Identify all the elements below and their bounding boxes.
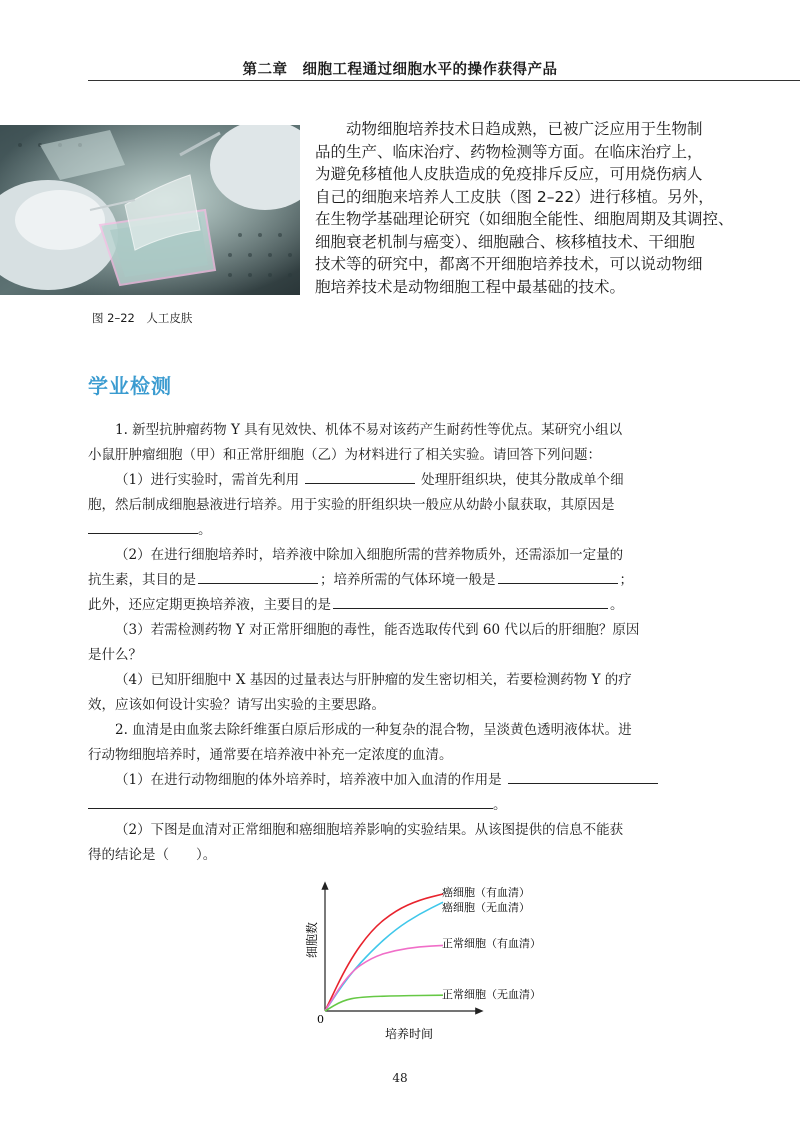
answer-blank[interactable] [88,794,493,809]
intro-line: 品的生产、临床治疗、药物检测等方面。在临床治疗上， [315,142,703,161]
q1-stem [88,418,714,468]
q1-p2-text: （2）在进行细胞培养时，培养液中除加入细胞所需的营养物质外，还需添加一定量的 [115,547,624,563]
intro-line: 在生物学基础理论研究（如细胞全能性、细胞周期及其调控、 [315,210,734,228]
q2-part2 [88,818,714,868]
q1-p2-text: ；培养所需的气体环境一般是 [320,572,496,588]
q1-p4-text: （4）已知肝细胞中 X 基因的过量表达与肝肿瘤的发生密切相关，若要检测药物 Y 的疗 [115,672,632,688]
q1-part3 [88,618,714,668]
intro-paragraph [315,118,755,298]
punctuation: 。 [493,797,507,813]
intro-line: 细胞衰老机制与癌变）、细胞融合、核移植技术、干细胞 [315,232,695,251]
q1-p1-text: 胞，然后制成细胞悬液进行培养。用于实验的肝组织块一般应从幼龄小鼠获取，其原因是 [88,497,615,513]
series-label: 正常细胞（有血清） [442,937,541,950]
intro-line: 动物细胞培养技术日趋成熟，已被广泛应用于生物制 [346,120,703,138]
series-line [325,995,443,1011]
q1-part1 [88,468,714,543]
q1-stem-line: 1. 新型抗肿瘤药物 Y 具有见效快、机体不易对该药产生耐药性等优点。某研究小组以 [115,422,623,438]
intro-line: 自己的细胞来培养人工皮肤（图 2–22）进行移植。另外， [315,187,714,206]
q2-stem-line: 2. 血清是由血浆去除纤维蛋白原后形成的一种复杂的混合物，呈淡黄色透明液体状。进 [115,722,632,738]
punctuation: 。 [198,522,212,538]
series-label: 正常细胞（无血清） [442,988,541,1001]
answer-blank[interactable] [333,594,608,609]
chapter-header: 第二章 细胞工程通过细胞水平的操作获得产品 [242,62,558,78]
q1-p3-text: （3）若需检测药物 Y 对正常肝细胞的毒性，能否选取传代到 60 代以后的肝细胞？原因 [115,622,640,638]
answer-blank[interactable] [508,769,658,784]
q2-p2-text: 得的结论是（ ）。 [88,847,217,863]
intro-line: 技术等的研究中，都离不开细胞培养技术，可以说动物细 [315,255,703,273]
chart-canvas [290,880,580,1060]
answer-blank[interactable] [198,569,318,584]
serum-growth-chart [290,880,580,1060]
q1-p3-text: 是什么？ [88,647,142,663]
q2-stem-line: 行动物细胞培养时，通常要在培养液中补充一定浓度的血清。 [88,747,453,763]
q1-p1-text: （1）进行实验时，需首先利用 [115,472,300,488]
intro-line: 为避免移植他人皮肤造成的免疫排斥反应，可用烧伤病人 [315,165,703,183]
q1-stem-line: 小鼠肝肿瘤细胞（甲）和正常肝细胞（乙）为材料进行了相关实验。请回答下列问题： [88,447,601,463]
q2-p1-text: （1）在进行动物细胞的体外培养时，培养液中加入血清的作用是 [115,772,502,788]
q1-p1-text: 处理肝组织块，使其分散成单个细 [421,472,624,488]
answer-blank[interactable] [498,569,618,584]
q2-stem [88,718,714,768]
section-heading: 学业检测 [88,374,172,398]
punctuation: ； [619,572,633,588]
q2-p2-text: （2）下图是血清对正常细胞和癌细胞培养影响的实验结果。从该图提供的信息不能获 [115,822,624,838]
q1-part4 [88,668,714,718]
q2-part1 [88,768,714,818]
q1-part2 [88,543,714,618]
intro-line: 胞培养技术是动物细胞工程中最基础的技术。 [315,277,626,296]
punctuation: 。 [610,597,624,613]
artificial-skin-photo [0,125,300,295]
q1-p2-text: 此外，还应定期更换培养液，主要目的是 [88,597,331,613]
q1-p2-text: 抗生素，其目的是 [88,572,196,588]
origin-label: 0 [317,1013,324,1026]
y-axis-label: 细胞数 [305,921,319,959]
series-label: 癌细胞（有血清） [442,886,530,899]
page-number: 48 [392,1071,408,1085]
q1-p4-text: 效，应该如何设计实验？请写出实验的主要思路。 [88,697,385,713]
answer-blank[interactable] [88,519,198,534]
figure-caption: 图 2–22 人工皮肤 [92,311,193,325]
series-label: 癌细胞（无血清） [442,901,530,914]
answer-blank[interactable] [305,469,415,484]
header-rule [88,80,800,81]
x-axis-label: 培养时间 [385,1027,434,1041]
